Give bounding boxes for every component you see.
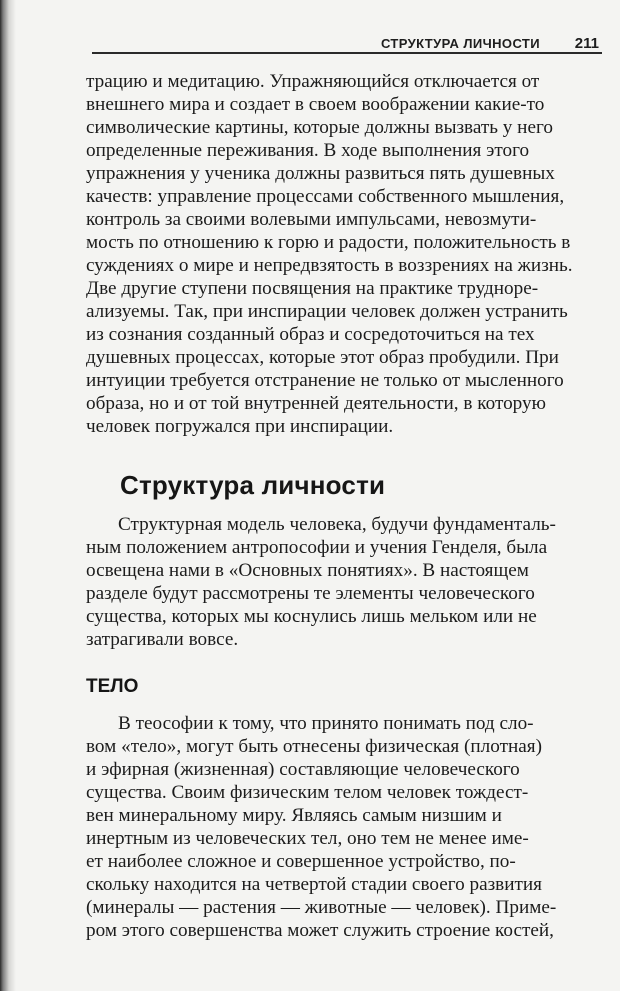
text-line: суждениях о мире и непредвзятость в воззрениях на жизнь. bbox=[86, 255, 573, 276]
paragraph-meditation bbox=[86, 70, 600, 438]
text-line: образа, но и от той внутренней деятельности, в которую bbox=[86, 393, 546, 414]
running-head-rule bbox=[92, 52, 602, 54]
text-line: человек погружался при инспирации. bbox=[86, 416, 394, 437]
text-line: ет наиболее сложное и совершенное устройство, по- bbox=[86, 851, 516, 872]
text-line: Две другие ступени посвящения на практике трудноре- bbox=[86, 278, 539, 299]
running-head-title: СТРУКТУРА ЛИЧНОСТИ bbox=[373, 36, 544, 51]
text-line: контроль за своими волевыми импульсами, невозмути- bbox=[86, 209, 537, 230]
text-line: существа, которых мы коснулись лишь мельком или не bbox=[86, 606, 537, 627]
text-line: и эфирная (жизненная) составляющие человеческого bbox=[86, 759, 520, 780]
paragraph-body bbox=[86, 712, 600, 942]
text-line: упражнения у ученика должны развиться пять душевных bbox=[86, 163, 555, 184]
page-spine-shadow bbox=[0, 0, 16, 991]
text-line: ром этого совершенства может служить строение костей, bbox=[86, 920, 554, 941]
running-head bbox=[92, 36, 602, 58]
section-heading: Структура личности bbox=[120, 470, 386, 500]
text-line: из сознания созданный образ и сосредоточиться на тех bbox=[86, 324, 535, 345]
text-line: ализуемы. Так, при инспирации человек должен устранить bbox=[86, 301, 568, 322]
text-line: затрагивали вовсе. bbox=[86, 629, 239, 650]
text-line: качеств: управление процессами собственного мышления, bbox=[86, 186, 565, 207]
text-line: В теософии к тому, что принято понимать под сло- bbox=[118, 713, 534, 734]
text-line: (минералы — растения — животные — человек). Приме- bbox=[86, 897, 557, 918]
text-line: мость по отношению к горю и радости, положительность в bbox=[86, 232, 571, 253]
text-line: вом «тело», могут быть отнесены физическая (плотная) bbox=[86, 736, 542, 757]
text-line: Структурная модель человека, будучи фундаменталь- bbox=[118, 514, 556, 535]
text-line: определенные переживания. В ходе выполнения этого bbox=[86, 140, 530, 161]
subsection-heading: ТЕЛО bbox=[86, 676, 139, 697]
text-line: вен минеральному миру. Являясь самым низшим и bbox=[86, 805, 502, 826]
text-line: символические картины, которые должны вызвать у него bbox=[86, 117, 553, 138]
text-line: трацию и медитацию. Упражняющийся отключается от bbox=[86, 71, 540, 92]
text-line: душевных процессах, которые этот образ пробудили. При bbox=[86, 347, 559, 368]
text-line: скольку находится на четвертой стадии своего развития bbox=[86, 874, 542, 895]
text-line: интуиции требуется отстранение не только от мысленного bbox=[86, 370, 564, 391]
text-line: ным положением антропософии и учения Генделя, была bbox=[86, 537, 548, 558]
page-number: 211 bbox=[571, 35, 599, 52]
paragraph-structure-intro bbox=[86, 513, 600, 651]
text-line: существа. Своим физическим телом человек тождест- bbox=[86, 782, 529, 803]
text-line: освещена нами в «Основных понятиях». В настоящем bbox=[86, 560, 529, 581]
text-line: внешнего мира и создает в своем воображении какие-то bbox=[86, 94, 545, 115]
text-line: разделе будут рассмотрены те элементы человеческого bbox=[86, 583, 535, 604]
text-line: инертным из человеческих тел, оно тем не менее име- bbox=[86, 828, 529, 849]
